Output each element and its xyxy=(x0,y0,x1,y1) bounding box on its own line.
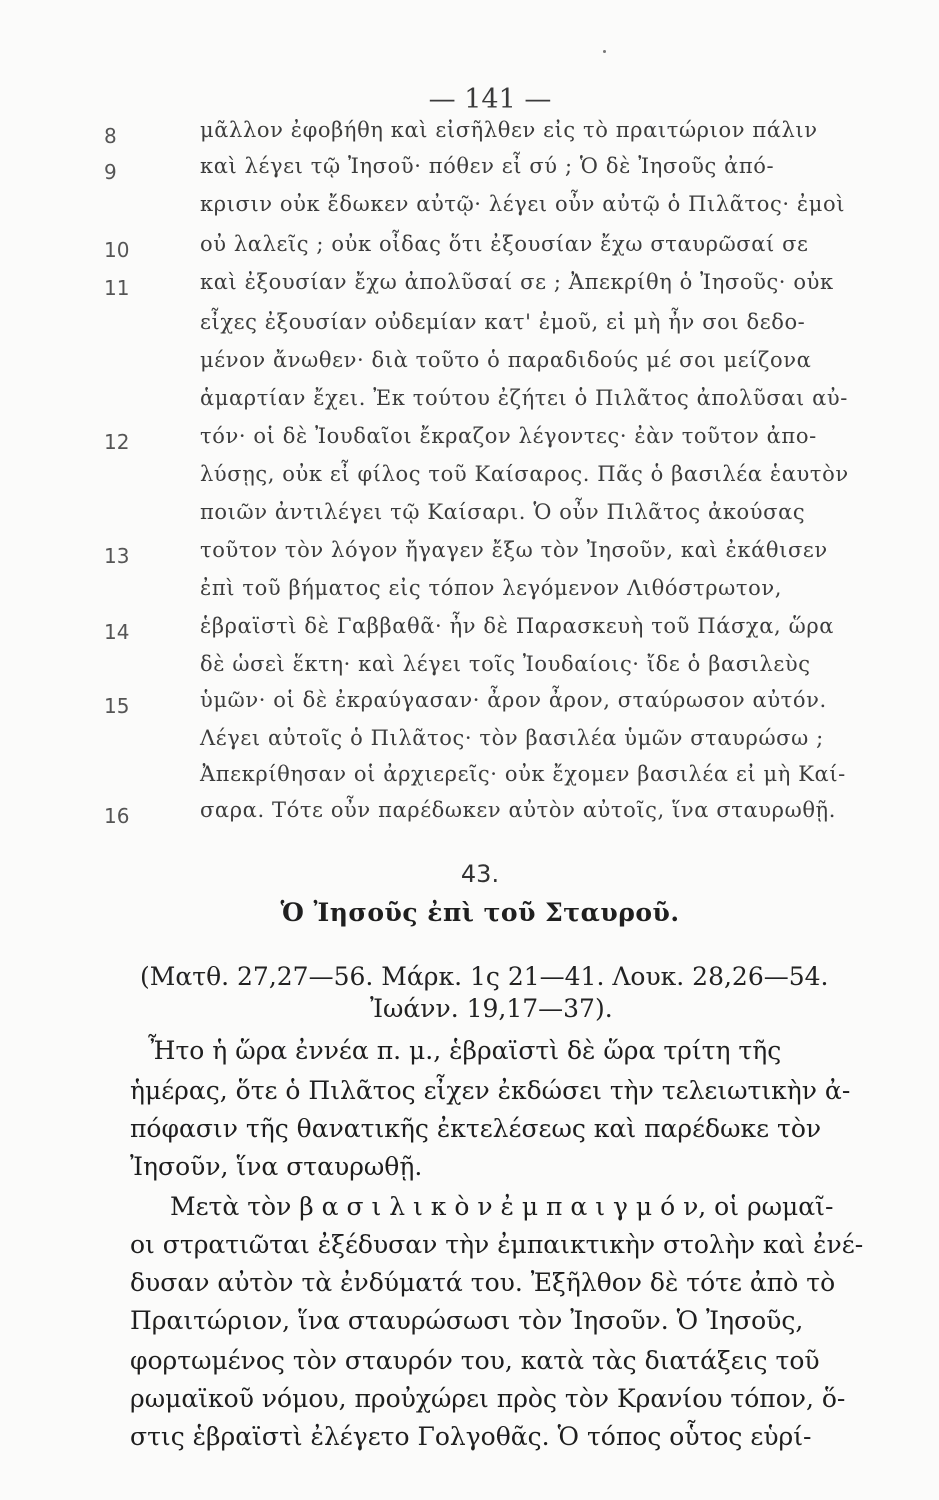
verse-line xyxy=(96,652,916,692)
body-line: Μετὰ τὸν β α σ ι λ ι κ ὸ ν ἐ μ π α ι γ μ ό ν, οἱ ρωμαῖ- xyxy=(170,1192,834,1221)
verse-text: ὑμῶν· οἱ δὲ ἐκραύγασαν· ἆρον ἆρον, σταύρωσον αὐτόν. xyxy=(200,688,827,712)
verse-text: τοῦτον τὸν λόγον ἤγαγεν ἔξω τὸν Ἰησοῦν, καὶ ἐκάθισεν xyxy=(200,538,828,562)
verse-text: δὲ ὡσεὶ ἕκτη· καὶ λέγει τοῖς Ἰουδαίοις· ἴδε ὁ βασιλεὺς xyxy=(200,652,811,676)
verse-text: ἁμαρτίαν ἔχει. Ἐκ τούτου ἐζήτει ὁ Πιλᾶτος ἀπολῦσαι αὐ- xyxy=(200,386,848,410)
verse-line xyxy=(96,538,916,578)
verse-text: ἐπὶ τοῦ βήματος εἰς τόπον λεγόμενον Λιθόστρωτον, xyxy=(200,576,782,600)
verse-line xyxy=(96,310,916,350)
verse-line xyxy=(96,154,916,194)
body-line: ἡμέρας, ὅτε ὁ Πιλᾶτος εἶχεν ἐκδώσει τὴν τελειωτικὴν ἀ- xyxy=(130,1076,851,1105)
verse-text: μένον ἄνωθεν· διὰ τοῦτο ὁ παραδιδούς μέ σοι μείζονα xyxy=(200,348,812,372)
body-line: πόφασιν τῆς θανατικῆς ἐκτελέσεως καὶ παρέδωκε τὸν xyxy=(130,1114,822,1143)
verse-line xyxy=(96,462,916,502)
verse-number: 12 xyxy=(104,430,130,454)
verse-number: 13 xyxy=(104,544,130,568)
verse-text: Ἀπεκρίθησαν οἱ ἀρχιερεῖς· οὐκ ἔχομεν βασιλέα εἰ μὴ Καί- xyxy=(200,762,846,786)
verse-line xyxy=(96,762,916,802)
verse-number: 8 xyxy=(104,124,117,148)
verse-text: ποιῶν ἀντιλέγει τῷ Καίσαρι. Ὁ οὖν Πιλᾶτος ἀκούσας xyxy=(200,500,806,524)
verse-number: 11 xyxy=(104,276,130,300)
verse-text: κρισιν οὐκ ἔδωκεν αὐτῷ· λέγει οὖν αὐτῷ ὁ Πιλᾶτος· ἐμοὶ xyxy=(200,192,846,216)
section-title: Ὁ Ἰησοῦς ἐπὶ τοῦ Σταυροῦ. xyxy=(280,898,680,927)
body-line: οι στρατιῶται ἐξέδυσαν τὴν ἐμπαικτικὴν στολὴν καὶ ἐνέ- xyxy=(130,1230,864,1259)
verse-text: λύσῃς, οὐκ εἶ φίλος τοῦ Καίσαρος. Πᾶς ὁ βασιλέα ἑαυτὸν xyxy=(200,462,849,486)
verse-text: οὐ λαλεῖς ; οὐκ οἶδας ὅτι ἐξουσίαν ἔχω σταυρῶσαί σε xyxy=(200,232,809,256)
verse-line xyxy=(96,798,916,838)
verse-text: καὶ ἐξουσίαν ἔχω ἀπολῦσαί σε ; Ἀπεκρίθη ὁ Ἰησοῦς· οὐκ xyxy=(200,270,834,294)
scripture-references: Ἰωάνν. 19,17—37). xyxy=(370,994,613,1023)
verse-number: 10 xyxy=(104,238,130,262)
verse-line xyxy=(96,232,916,272)
verse-line xyxy=(96,270,916,310)
verse-line xyxy=(96,192,916,232)
verse-number: 15 xyxy=(104,694,130,718)
verse-line xyxy=(96,688,916,728)
verse-line xyxy=(96,614,916,654)
verse-line xyxy=(96,348,916,388)
body-line: Ἰησοῦν, ἵνα σταυρωθῇ. xyxy=(130,1152,423,1181)
verse-line xyxy=(96,726,916,766)
body-line: Ἦτο ἡ ὥρα ἐννέα π. μ., ἑβραϊστὶ δὲ ὥρα τρίτη τῆς xyxy=(148,1036,782,1065)
body-line: ρωμαϊκοῦ νόμου, προὐχώρει πρὸς τὸν Κρανίου τόπον, ὅ- xyxy=(130,1384,846,1413)
verse-number: 9 xyxy=(104,160,117,184)
verse-text: καὶ λέγει τῷ Ἰησοῦ· πόθεν εἶ σύ ; Ὁ δὲ Ἰησοῦς ἀπό- xyxy=(200,154,775,178)
body-line: Πραιτώριον, ἵνα σταυρώσωσι τὸν Ἰησοῦν. Ὁ Ἰησοῦς, xyxy=(130,1306,804,1335)
page-number: — 141 — xyxy=(428,84,552,115)
verse-text: εἶχες ἐξουσίαν οὐδεμίαν κατ' ἐμοῦ, εἰ μὴ ἦν σοι δεδο- xyxy=(200,310,806,334)
verse-text: σαρα. Τότε οὖν παρέδωκεν αὐτὸν αὐτοῖς, ἵνα σταυρωθῇ. xyxy=(200,798,837,822)
body-line: στις ἑβραϊστὶ ἐλέγετο Γολγοθᾶς. Ὁ τόπος οὗτος εὑρί- xyxy=(130,1422,812,1451)
verse-text: μᾶλλον ἐφοβήθη καὶ εἰσῆλθεν εἰς τὸ πραιτώριον πάλιν xyxy=(200,118,818,142)
verse-number: 14 xyxy=(104,620,130,644)
verse-line xyxy=(96,576,916,616)
scripture-references: (Ματθ. 27,27—56. Μάρκ. 1ς 21—41. Λουκ. 28,26—54. xyxy=(140,962,829,991)
ink-speck xyxy=(603,50,606,53)
body-line: δυσαν αὐτὸν τὰ ἐνδύματά του. Ἐξῆλθον δὲ τότε ἀπὸ τὸ xyxy=(130,1268,836,1297)
verse-line xyxy=(96,500,916,540)
verse-line xyxy=(96,386,916,426)
verse-line xyxy=(96,424,916,464)
verse-text: Λέγει αὐτοῖς ὁ Πιλᾶτος· τὸν βασιλέα ὑμῶν σταυρώσω ; xyxy=(200,726,824,750)
verse-line xyxy=(96,118,916,158)
body-line: φορτωμένος τὸν σταυρόν του, κατὰ τὰς διατάξεις τοῦ xyxy=(130,1346,820,1375)
verse-text: τόν· οἱ δὲ Ἰουδαῖοι ἔκραζον λέγοντες· ἐὰν τοῦτον ἀπο- xyxy=(200,424,817,448)
verse-text: ἑβραϊστὶ δὲ Γαββαθᾶ· ἦν δὲ Παρασκευὴ τοῦ Πάσχα, ὥρα xyxy=(200,614,835,638)
section-number: 43. xyxy=(460,860,500,888)
verse-number: 16 xyxy=(104,804,130,828)
